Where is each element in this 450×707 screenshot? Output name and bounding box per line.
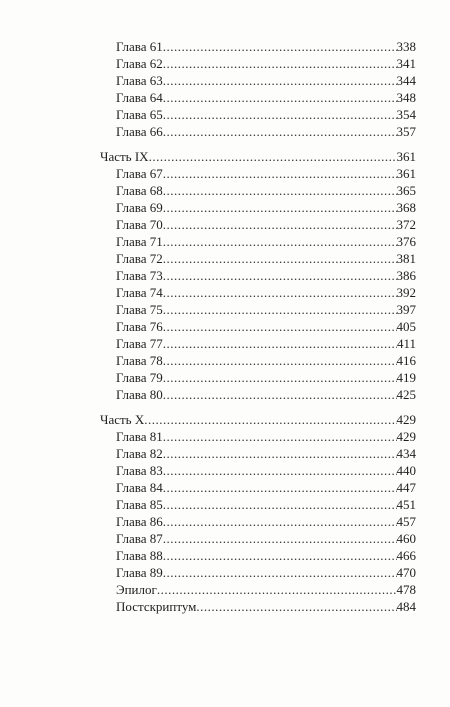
- toc-entry-page-number: 386: [396, 268, 416, 283]
- toc-entry-label: Глава 83: [116, 463, 163, 478]
- toc-entry-label: Глава 75: [116, 302, 163, 317]
- toc-entry-page-number: 341: [396, 56, 416, 71]
- toc-entry-label: Глава 62: [116, 56, 163, 71]
- toc-chapter-entry: [100, 38, 416, 55]
- dot-leader: [163, 564, 397, 581]
- toc-entry-label: Глава 68: [116, 183, 163, 198]
- dot-leader: [149, 148, 397, 165]
- toc-entry-label: Глава 63: [116, 73, 163, 88]
- toc-entry-page-number: 381: [396, 251, 416, 266]
- toc-entry-page-number: 425: [396, 387, 416, 402]
- toc-entry-page-number: 357: [396, 124, 416, 139]
- toc-entry-label: Глава 87: [116, 531, 163, 546]
- toc-entry-page-number: 478: [396, 582, 416, 597]
- toc-chapter-entry: [100, 598, 416, 615]
- toc-entry-label: Глава 72: [116, 251, 163, 266]
- toc-entry-page-number: 434: [396, 446, 416, 461]
- dot-leader: [163, 318, 397, 335]
- toc-entry-page-number: 429: [396, 429, 416, 444]
- toc-entry-page-number: 484: [396, 599, 416, 614]
- dot-leader: [163, 513, 397, 530]
- toc-entry-page-number: 338: [396, 39, 416, 54]
- dot-leader: [163, 38, 397, 55]
- dot-leader: [163, 55, 397, 72]
- toc-entry-page-number: 419: [396, 370, 416, 385]
- toc-chapter-entry: [100, 318, 416, 335]
- toc-entry-label: Глава 61: [116, 39, 163, 54]
- toc-entry-label: Глава 80: [116, 387, 163, 402]
- toc-entry-page-number: 361: [396, 149, 416, 164]
- dot-leader: [163, 165, 397, 182]
- dot-leader: [163, 106, 397, 123]
- toc-chapter-entry: [100, 106, 416, 123]
- dot-leader: [163, 233, 397, 250]
- toc-chapter-entry: [100, 250, 416, 267]
- dot-leader: [163, 462, 397, 479]
- toc-entry-label: Глава 65: [116, 107, 163, 122]
- toc-chapter-entry: [100, 479, 416, 496]
- toc-chapter-entry: [100, 72, 416, 89]
- toc-entry-label: Глава 79: [116, 370, 163, 385]
- toc-entry-label: Глава 76: [116, 319, 163, 334]
- toc-entry-label: Глава 69: [116, 200, 163, 215]
- dot-leader: [144, 411, 396, 428]
- toc-entry-label: Глава 89: [116, 565, 163, 580]
- toc-entry-label: Глава 86: [116, 514, 163, 529]
- dot-leader: [157, 581, 397, 598]
- toc-entry-page-number: 447: [396, 480, 416, 495]
- toc-entry-page-number: 429: [396, 412, 416, 427]
- toc-entry-page-number: 392: [396, 285, 416, 300]
- toc-chapter-entry: [100, 445, 416, 462]
- dot-leader: [163, 72, 397, 89]
- dot-leader: [163, 301, 397, 318]
- toc-entry-page-number: 451: [396, 497, 416, 512]
- toc-entry-label: Глава 88: [116, 548, 163, 563]
- toc-entry-page-number: 405: [396, 319, 416, 334]
- dot-leader: [163, 335, 397, 352]
- toc-entry-label: Глава 67: [116, 166, 163, 181]
- toc-entry-page-number: 416: [396, 353, 416, 368]
- toc-entry-label: Глава 71: [116, 234, 163, 249]
- toc-chapter-entry: [100, 284, 416, 301]
- toc-entry-page-number: 470: [396, 565, 416, 580]
- toc-entry-label: Глава 70: [116, 217, 163, 232]
- toc-entry-page-number: 466: [396, 548, 416, 563]
- dot-leader: [163, 479, 397, 496]
- toc-entry-page-number: 372: [396, 217, 416, 232]
- toc-entry-page-number: 440: [396, 463, 416, 478]
- toc-chapter-entry: [100, 89, 416, 106]
- table-of-contents: [100, 38, 416, 615]
- dot-leader: [163, 428, 397, 445]
- toc-entry-label: Часть IX: [100, 149, 149, 164]
- dot-leader: [163, 89, 397, 106]
- toc-chapter-entry: [100, 233, 416, 250]
- toc-chapter-entry: [100, 301, 416, 318]
- toc-chapter-entry: [100, 335, 416, 352]
- toc-entry-page-number: 460: [396, 531, 416, 546]
- dot-leader: [163, 199, 397, 216]
- toc-entry-page-number: 354: [396, 107, 416, 122]
- dot-leader: [163, 386, 397, 403]
- toc-entry-page-number: 457: [396, 514, 416, 529]
- toc-part-entry: [100, 411, 416, 428]
- toc-entry-page-number: 344: [396, 73, 416, 88]
- toc-chapter-entry: [100, 123, 416, 140]
- toc-chapter-entry: [100, 386, 416, 403]
- dot-leader: [196, 598, 396, 615]
- toc-entry-label: Глава 77: [116, 336, 163, 351]
- toc-entry-page-number: 348: [396, 90, 416, 105]
- toc-chapter-entry: [100, 216, 416, 233]
- toc-entry-label: Глава 73: [116, 268, 163, 283]
- toc-entry-label: Глава 78: [116, 353, 163, 368]
- toc-entry-label: Эпилог: [116, 582, 157, 597]
- toc-chapter-entry: [100, 547, 416, 564]
- toc-chapter-entry: [100, 530, 416, 547]
- toc-entry-label: Глава 82: [116, 446, 163, 461]
- toc-entry-page-number: 397: [396, 302, 416, 317]
- toc-chapter-entry: [100, 428, 416, 445]
- toc-entry-label: Глава 74: [116, 285, 163, 300]
- toc-entry-label: Глава 85: [116, 497, 163, 512]
- toc-entry-page-number: 411: [396, 336, 416, 351]
- toc-chapter-entry: [100, 496, 416, 513]
- toc-entry-page-number: 376: [396, 234, 416, 249]
- dot-leader: [163, 284, 397, 301]
- dot-leader: [163, 369, 397, 386]
- dot-leader: [163, 547, 397, 564]
- dot-leader: [163, 496, 397, 513]
- toc-entry-page-number: 361: [396, 166, 416, 181]
- toc-entry-page-number: 368: [396, 200, 416, 215]
- toc-entry-label: Глава 66: [116, 124, 163, 139]
- toc-chapter-entry: [100, 182, 416, 199]
- toc-entry-page-number: 365: [396, 183, 416, 198]
- dot-leader: [163, 123, 397, 140]
- toc-entry-label: Глава 64: [116, 90, 163, 105]
- toc-entry-label: Глава 84: [116, 480, 163, 495]
- dot-leader: [163, 182, 397, 199]
- toc-chapter-entry: [100, 199, 416, 216]
- dot-leader: [163, 445, 397, 462]
- toc-chapter-entry: [100, 369, 416, 386]
- dot-leader: [163, 250, 397, 267]
- toc-chapter-entry: [100, 55, 416, 72]
- toc-chapter-entry: [100, 462, 416, 479]
- dot-leader: [163, 267, 397, 284]
- toc-chapter-entry: [100, 267, 416, 284]
- dot-leader: [163, 530, 397, 547]
- toc-chapter-entry: [100, 165, 416, 182]
- toc-entry-label: Часть X: [100, 412, 145, 427]
- toc-entry-label: Глава 81: [116, 429, 163, 444]
- toc-chapter-entry: [100, 352, 416, 369]
- dot-leader: [163, 352, 397, 369]
- toc-entry-label: Постскриптум: [116, 599, 197, 614]
- toc-chapter-entry: [100, 581, 416, 598]
- toc-part-entry: [100, 148, 416, 165]
- toc-chapter-entry: [100, 564, 416, 581]
- dot-leader: [163, 216, 397, 233]
- toc-chapter-entry: [100, 513, 416, 530]
